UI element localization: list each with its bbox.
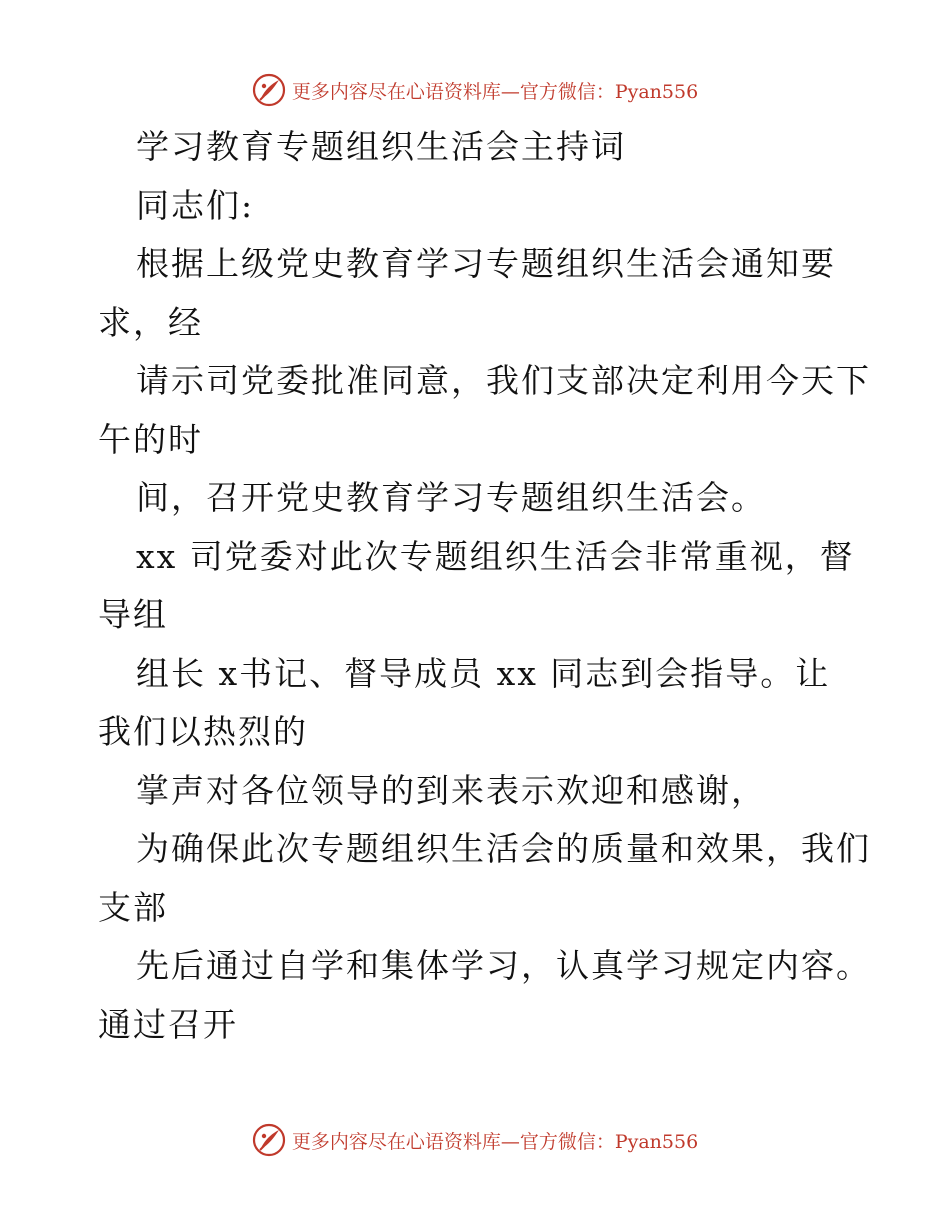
banner-text: 更多内容尽在心语资料库—官方微信：Pyan556 [291,80,699,103]
paragraph-line: 同志们: [136,185,255,225]
paragraph-line: 组长 x书记、督导成员 xx 同志到会指导。让 [136,653,831,693]
paragraph-line: 午的时 [98,419,203,459]
paragraph-line: 根据上级党史教育学习专题组织生活会通知要 [136,244,836,283]
paragraph-line: 导组 [98,595,168,634]
paragraph-line: xx 司党委对此次专题组织生活会非常重视，督 [136,536,855,576]
document-body [98,118,878,1054]
paragraph-line: 掌声对各位领导的到来表示欢迎和感谢， [136,770,766,810]
paragraph-line: 请示司党委批准同意，我们支部决定利用今天下 [136,361,871,400]
paragraph-line: 间，召开党史教育学习专题组织生活会。 [136,478,766,517]
quill-pen-logo-icon [252,1123,286,1157]
footer-banner [0,1120,950,1160]
paragraph-line: 求，经 [98,302,203,342]
paragraph-line: 我们以热烈的 [98,712,308,751]
paragraph-line: 先后通过自学和集体学习，认真学习规定内容。 [136,946,871,985]
quill-pen-logo-icon [252,73,286,107]
paragraph-line: 为确保此次专题组织生活会的质量和效果，我们 [136,829,871,868]
header-banner [0,70,950,110]
paragraph-line: 通过召开 [98,1004,238,1044]
banner-text: 更多内容尽在心语资料库—官方微信：Pyan556 [291,1130,699,1153]
paragraph-line: 支部 [98,887,168,927]
document-title: 学习教育专题组织生活会主持词 [136,127,626,166]
